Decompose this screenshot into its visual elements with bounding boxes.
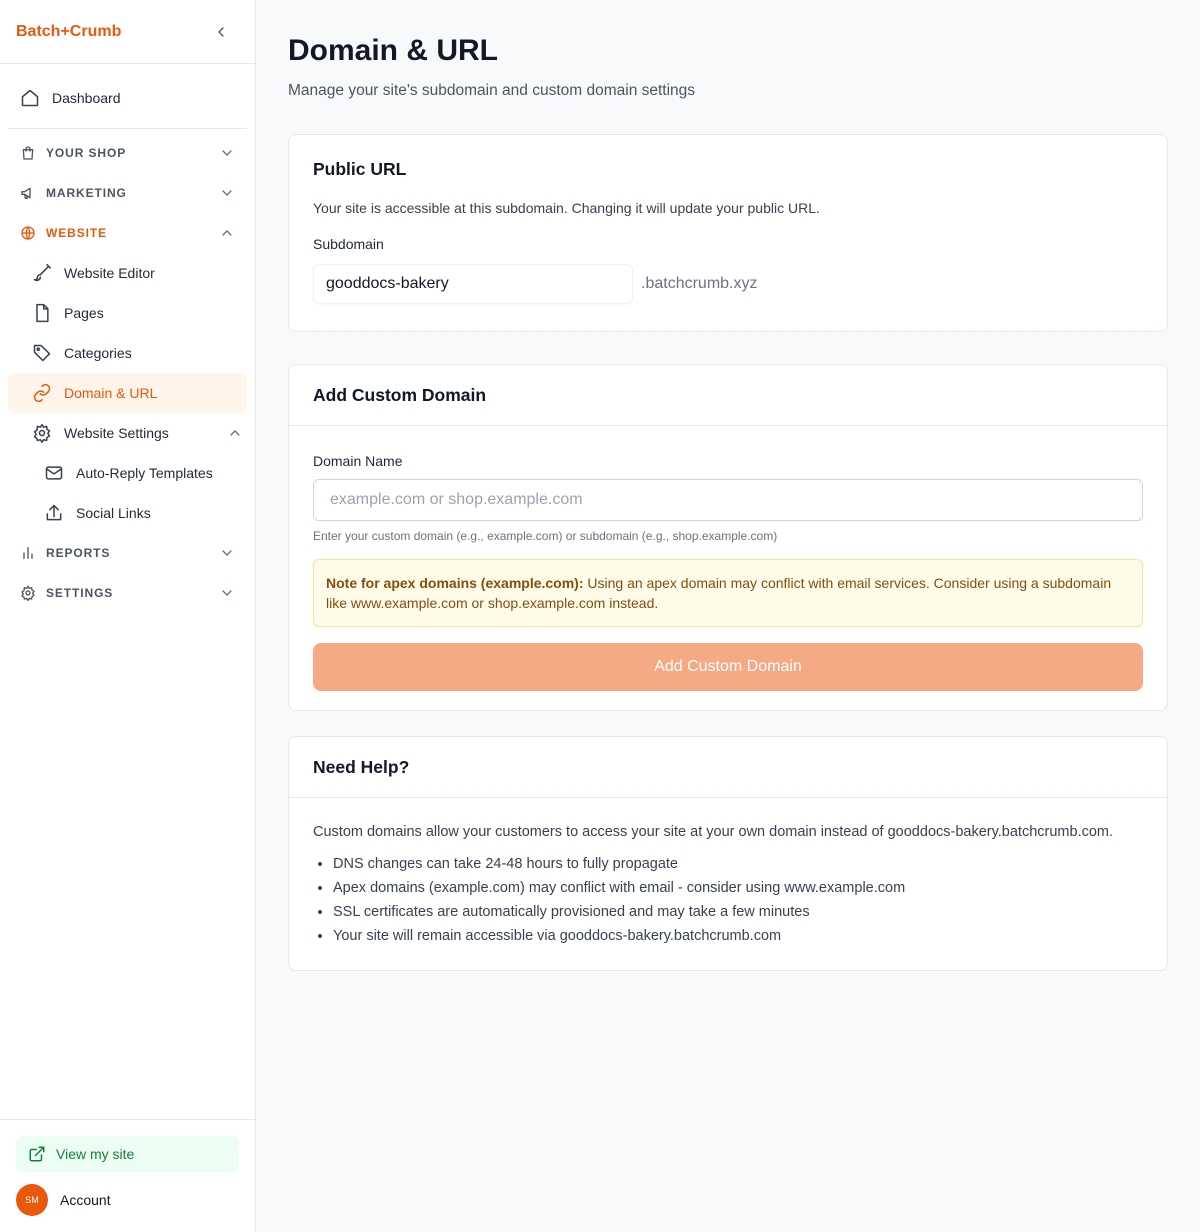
collapse-sidebar-button[interactable]	[211, 22, 231, 42]
sidebar-nav	[0, 78, 255, 613]
gear-icon	[20, 585, 36, 601]
apex-domain-note	[313, 559, 1143, 627]
sidebar-header	[0, 0, 255, 64]
sidebar-item-label: Domain & URL	[64, 385, 158, 401]
main-content	[288, 0, 1168, 971]
help-title: Need Help?	[313, 756, 410, 777]
public-url-card	[288, 134, 1168, 332]
divider	[8, 128, 247, 129]
file-icon	[32, 303, 52, 323]
sidebar-item-label: Website Settings	[64, 425, 169, 441]
sidebar-item-categories[interactable]	[8, 333, 247, 373]
section-label: MARKETING	[46, 186, 127, 200]
help-item: • DNS changes can take 24-48 hours to fully propagate	[333, 852, 1143, 876]
account-label: Account	[60, 1192, 111, 1208]
help-intro: Custom domains allow your customers to access your site at your own domain instead of gooddocs-bakery.batchcrumb.com.	[313, 824, 1114, 840]
sidebar-item-social-links[interactable]	[8, 493, 247, 533]
tag-icon	[32, 343, 52, 363]
sidebar-item-label: Social Links	[76, 505, 151, 521]
domain-name-label: Domain Name	[313, 453, 403, 469]
section-website[interactable]	[8, 213, 247, 253]
sidebar-item-label: Pages	[64, 305, 104, 321]
section-marketing[interactable]	[8, 173, 247, 213]
page-title: Domain & URL	[288, 34, 498, 67]
subdomain-row	[313, 264, 1143, 304]
subdomain-label: Subdomain	[313, 236, 384, 252]
section-label: YOUR SHOP	[46, 146, 127, 160]
sidebar-item-auto-reply-templates[interactable]	[8, 453, 247, 493]
section-your-shop[interactable]	[8, 133, 247, 173]
note-heading: Note for apex domains (example.com):	[326, 575, 584, 591]
custom-domain-card	[288, 364, 1168, 711]
chevron-down-icon	[219, 185, 235, 201]
help-header	[289, 737, 1167, 798]
custom-domain-header	[289, 365, 1167, 426]
sidebar-item-label: Categories	[64, 345, 132, 361]
section-label: SETTINGS	[46, 586, 114, 600]
sidebar-item-website-editor[interactable]	[8, 253, 247, 293]
megaphone-icon	[20, 185, 36, 201]
subdomain-suffix: .batchcrumb.xyz	[641, 275, 758, 292]
domain-name-hint: Enter your custom domain (e.g., example.com) or subdomain (e.g., shop.example.com)	[313, 529, 778, 543]
chevron-left-icon	[213, 24, 229, 40]
chevron-down-icon	[219, 145, 235, 161]
chevron-up-icon	[227, 425, 243, 441]
paintbrush-icon	[32, 263, 52, 283]
shopping-bag-icon	[20, 145, 36, 161]
add-custom-domain-button[interactable]: Add Custom Domain	[313, 643, 1143, 691]
page-subtitle: Manage your site's subdomain and custom domain settings	[288, 82, 696, 99]
globe-icon	[20, 225, 36, 241]
help-body	[289, 798, 1167, 948]
sidebar-item-website-settings[interactable]	[8, 413, 247, 453]
section-reports[interactable]	[8, 533, 247, 573]
help-item: • SSL certificates are automatically provisioned and may take a few minutes	[333, 900, 1143, 924]
home-icon	[20, 88, 40, 108]
help-item: • Apex domains (example.com) may conflict with email - consider using www.example.com	[333, 876, 1143, 900]
sidebar-item-pages[interactable]	[8, 293, 247, 333]
avatar: SM	[16, 1184, 48, 1216]
sidebar-item-label: Website Editor	[64, 265, 155, 281]
sidebar-footer	[0, 1119, 255, 1232]
section-settings[interactable]	[8, 573, 247, 613]
sidebar	[0, 0, 256, 1232]
gear-icon	[32, 423, 52, 443]
public-url-title: Public URL	[313, 159, 407, 179]
link-icon	[32, 383, 52, 403]
chevron-down-icon	[219, 585, 235, 601]
mail-icon	[44, 463, 64, 483]
subdomain-input[interactable]	[313, 264, 633, 304]
share-icon	[44, 503, 64, 523]
view-my-site-button[interactable]	[16, 1136, 239, 1172]
logo[interactable]: Batch+Crumb	[16, 22, 122, 40]
help-item: • Your site will remain accessible via gooddocs-bakery.batchcrumb.com	[333, 924, 1143, 948]
chevron-down-icon	[219, 545, 235, 561]
account-menu[interactable]	[16, 1184, 239, 1216]
section-label: WEBSITE	[46, 226, 107, 240]
sidebar-item-domain-url[interactable]	[8, 373, 247, 413]
domain-name-input[interactable]	[313, 479, 1143, 521]
help-list	[313, 852, 1143, 948]
public-url-description: Your site is accessible at this subdomain. Changing it will update your public URL.	[313, 200, 820, 216]
bar-chart-icon	[20, 545, 36, 561]
section-label: REPORTS	[46, 546, 111, 560]
chevron-up-icon	[219, 225, 235, 241]
sidebar-item-label: Auto-Reply Templates	[76, 465, 213, 481]
note-text: Using an apex domain may conflict with email services. Consider using a subdomain like www.example.com or shop.example.com instead.	[326, 575, 1112, 611]
help-card	[288, 736, 1168, 971]
view-my-site-label: View my site	[56, 1146, 135, 1162]
sidebar-item-label: Dashboard	[52, 90, 121, 106]
sidebar-item-dashboard[interactable]	[8, 78, 247, 118]
external-link-icon	[28, 1145, 46, 1163]
custom-domain-title: Add Custom Domain	[313, 384, 487, 405]
custom-domain-body	[289, 426, 1167, 715]
